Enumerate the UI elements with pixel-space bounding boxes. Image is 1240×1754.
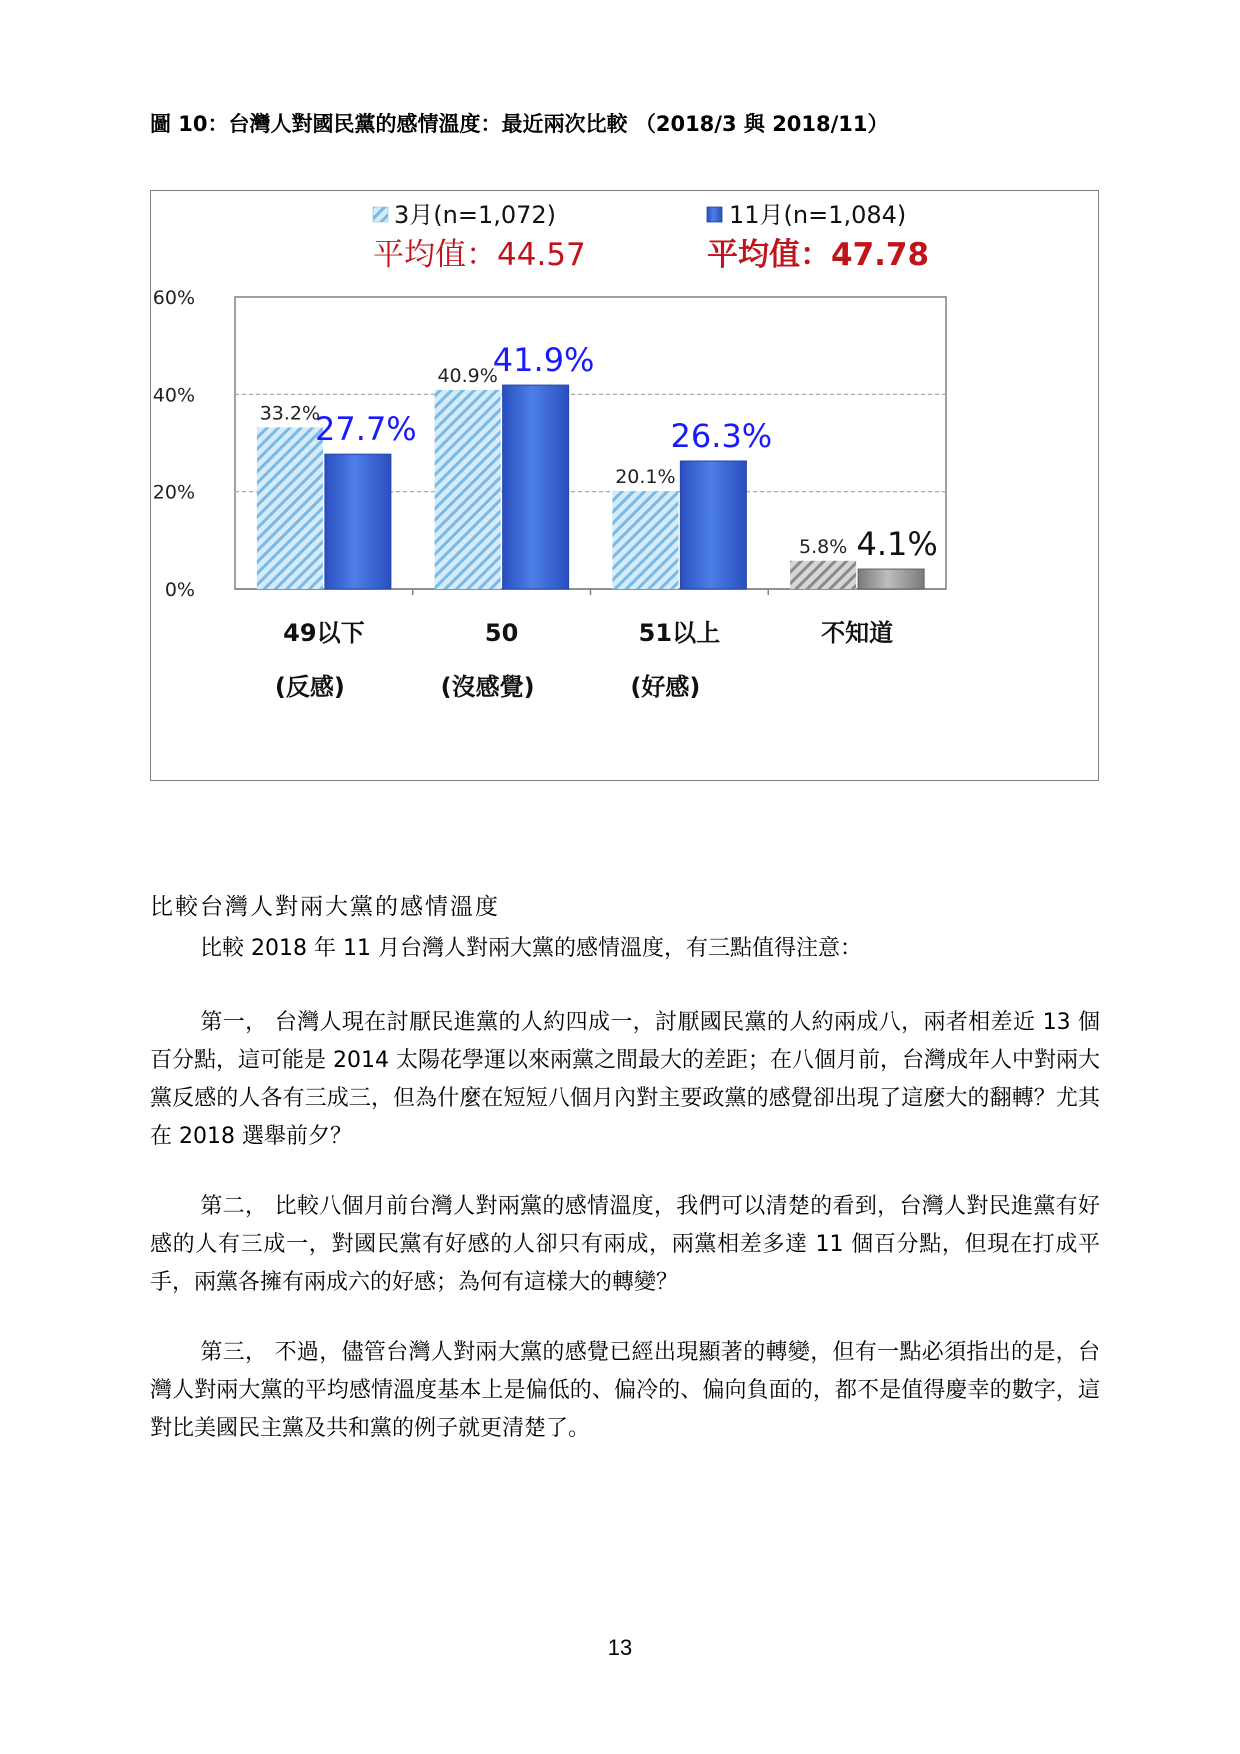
data-label-march: 40.9% [437, 364, 498, 387]
data-label-november: 26.3% [670, 417, 773, 456]
bar-chart [151, 191, 1097, 779]
category-sublabel: (反感) [274, 673, 345, 701]
bar-november [325, 454, 391, 589]
y-tick-label: 60% [152, 287, 195, 309]
category-label: 51以上 [638, 619, 721, 647]
category-label: 不知道 [821, 619, 894, 647]
section-heading: 比較台灣人對兩大黨的感情溫度 [150, 894, 500, 920]
intro-paragraph [150, 930, 1100, 968]
third-point-text: 第三， 不過，儘管台灣人對兩大黨的感覺已經出現顯著的轉變，但有一點必須指出的是，台灣人對兩大黨的平均感情溫度基本上是偏低的、偏冷的、偏向負面的，都不是值得慶幸的數字，這對比美國民主黨及共和黨的例子就更清楚了。 [150, 1340, 1100, 1441]
data-label-march: 20.1% [615, 466, 676, 489]
category-label: 49以下 [283, 619, 365, 647]
data-label-march: 33.2% [259, 402, 321, 425]
y-tick-label: 0% [164, 579, 195, 601]
y-tick-label: 40% [152, 384, 195, 407]
data-label-november: 41.9% [492, 341, 595, 380]
category-sublabel: (好感) [630, 673, 701, 701]
bar-march [612, 491, 678, 589]
legend-swatch-november [707, 207, 722, 222]
page-number: 13 [607, 1635, 633, 1660]
bar-march [435, 390, 501, 589]
bar-march [257, 427, 323, 589]
paragraph-third-point [150, 1334, 1100, 1448]
bar-march [790, 561, 856, 589]
legend-swatch-march [373, 207, 388, 222]
legend-label-november: 11月(n=1,084) [729, 201, 907, 229]
bar-november [503, 385, 569, 589]
data-label-november: 27.7% [315, 410, 417, 449]
data-label-march: 5.8% [798, 535, 848, 558]
paragraph-first-point [150, 1004, 1100, 1156]
legend-label-march: 3月(n=1,072) [394, 201, 557, 229]
category-sublabel: (沒感覺) [440, 673, 535, 701]
chart-frame [150, 190, 1099, 781]
data-label-november: 4.1% [856, 525, 938, 564]
bar-november [680, 461, 746, 589]
first-point-text: 第一， 台灣人現在討厭民進黨的人約四成一，討厭國民黨的人約兩成八，兩者相差近 13 個百分點，這可能是 2014 太陽花學運以來兩黨之間最大的差距；在八個月前，台灣成年人中對兩大黨反感的人各有三成三，但為什麼在短短八個月內對主要政黨的感覺卻出現了這麼大的翻轉？尤其在 2018 選舉前夕？ [150, 1010, 1100, 1149]
average-label-march: 平均值：44.57 [373, 237, 586, 273]
category-label: 50 [484, 619, 519, 647]
paragraph-second-point [150, 1188, 1100, 1302]
figure-title: 圖 10：台灣人對國民黨的感情溫度：最近兩次比較 （2018/3 與 2018/11） [150, 112, 889, 136]
y-tick-label: 20% [152, 481, 195, 504]
average-label-november: 平均值：47.78 [707, 237, 930, 273]
intro-text: 比較 2018 年 11 月台灣人對兩大黨的感情溫度，有三點值得注意： [200, 936, 862, 961]
second-point-text: 第二， 比較八個月前台灣人對兩黨的感情溫度，我們可以清楚的看到，台灣人對民進黨有好感的人有三成一，對國民黨有好感的人卻只有兩成，兩黨相差多達 11 個百分點，但現在打成平手，兩黨各擁有兩成六的好感；為何有這樣大的轉變？ [150, 1194, 1100, 1295]
bar-november [858, 569, 924, 589]
